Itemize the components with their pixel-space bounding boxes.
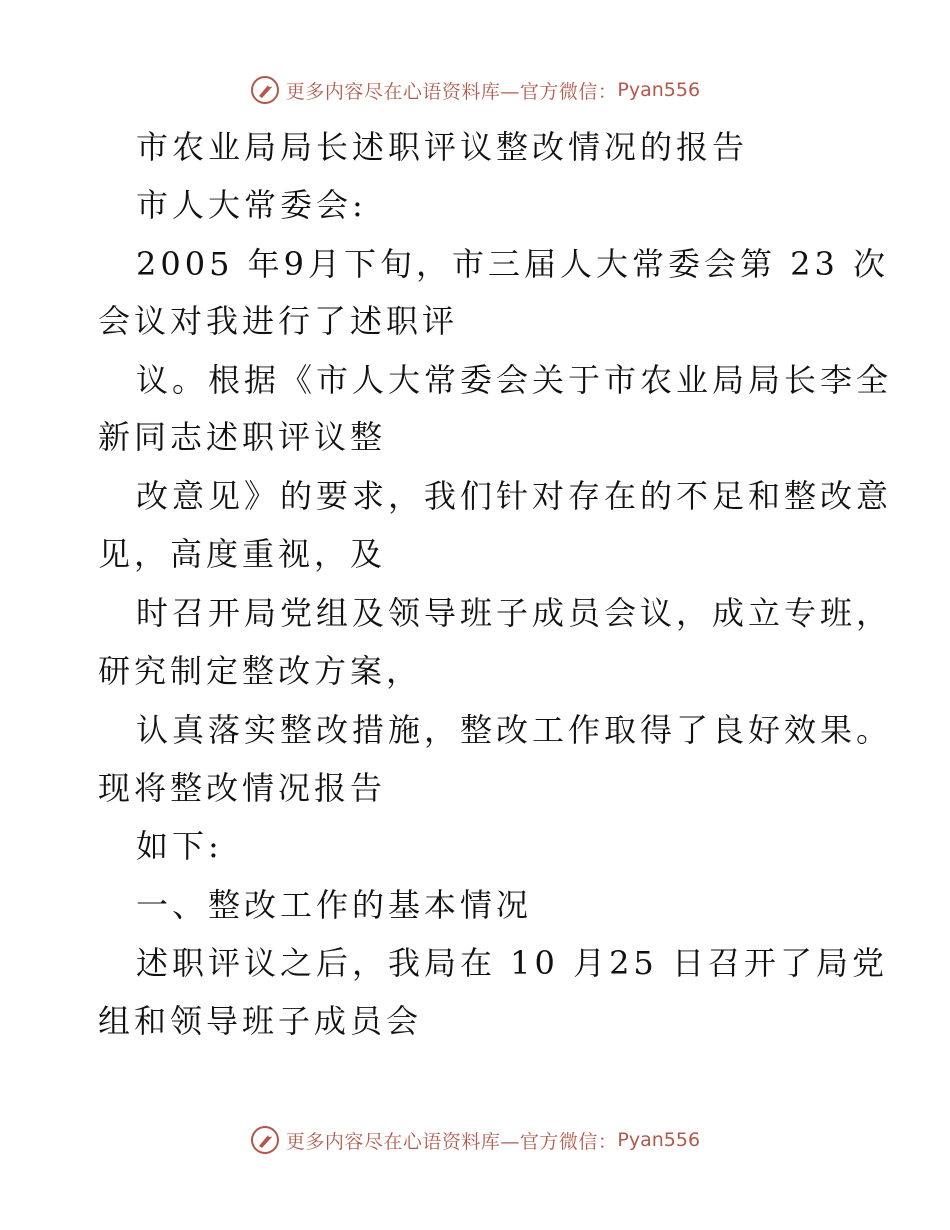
paragraph-line: 现将整改情况报告	[98, 769, 387, 807]
paragraph-line: 如下:	[136, 827, 223, 865]
paragraph-line: 见，高度重视，及	[98, 535, 387, 573]
header-watermark-banner	[0, 70, 950, 110]
paragraph-line: 研究制定整改方案，	[98, 652, 423, 690]
pen-nib-logo-icon	[250, 75, 280, 105]
watermark-wechat-handle: Pyan556	[617, 79, 701, 101]
watermark-text: 更多内容尽在心语资料库—官方微信：	[285, 1130, 618, 1153]
paragraph-line: 改意见》的要求，我们针对存在的不足和整改意	[136, 477, 893, 515]
paragraph-line: 会议对我进行了述职评	[98, 302, 459, 340]
paragraph-line: 议。根据《市人大常委会关于市农业局局长李全	[136, 361, 893, 399]
paragraph-line: 认真落实整改措施，整改工作取得了良好效果。	[136, 711, 893, 749]
paragraph-line: 2005 年9月下旬，市三届人大常委会第 23 次	[136, 245, 890, 283]
watermark-wechat-handle: Pyan556	[617, 1129, 701, 1151]
paragraph-line: 述职评议之后，我局在 10 月25 日召开了局党	[136, 944, 888, 982]
paragraph-line: 组和领导班子成员会	[98, 1002, 423, 1040]
watermark-text: 更多内容尽在心语资料库—官方微信：	[285, 80, 618, 103]
pen-nib-logo-icon	[250, 1125, 280, 1155]
document-title: 市农业局局长述职评议整改情况的报告	[136, 128, 749, 166]
paragraph-line: 新同志述职评议整	[98, 418, 387, 456]
section-heading: 一、整改工作的基本情况	[136, 886, 533, 924]
paragraph-line: 时召开局党组及领导班子成员会议，成立专班，	[136, 594, 893, 632]
document-salutation: 市人大常委会:	[136, 186, 367, 224]
footer-watermark-banner	[0, 1120, 950, 1160]
